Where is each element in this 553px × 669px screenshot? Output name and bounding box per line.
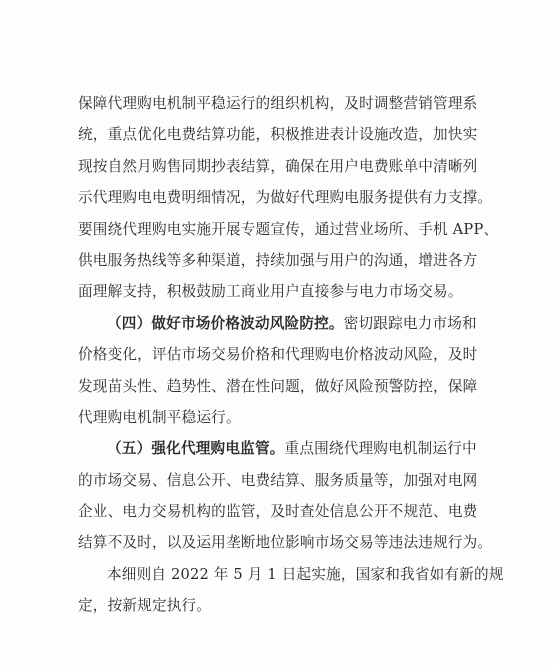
section-5-text: 重点围绕代理购电机制运行中 xyxy=(284,440,477,458)
text-line: 统，重点优化电费结算功能，积极推进表计设施改造，加快实 xyxy=(78,126,478,144)
text-line: 示代理购电电费明细情况，为做好代理购电服务提供有力支撑。 xyxy=(78,189,493,207)
text-line: 代理购电机制平稳运行。 xyxy=(78,408,241,426)
text-line: 现按自然月购售同期抄表结算，确保在用户电费账单中清晰列 xyxy=(78,157,478,175)
section-5-heading: （五）强化代理购电监管。 xyxy=(107,440,285,458)
section-4-first-line xyxy=(78,308,488,339)
text-line: 价格变化，评估市场交易价格和代理购电价格波动风险，及时 xyxy=(78,346,478,364)
text-line: 的市场交易、信息公开、电费结算、服务质量等，加强对电网 xyxy=(78,471,478,489)
text-line: 发现苗头性、趋势性、潜在性问题，做好风险预警防控，保障 xyxy=(78,377,478,395)
text-line: 保障代理购电机制平稳运行的组织机构，及时调整营销管理系 xyxy=(78,95,478,112)
text-line: 结算不及时，以及运用垄断地位影响市场交易等违法违规行为。 xyxy=(78,534,493,552)
text-line: 供电服务热线等多种渠道，持续加强与用户的沟通，增进各方 xyxy=(78,251,478,269)
document-body xyxy=(78,88,504,622)
closing-paragraph-line: 本细则自 2022 年 5 月 1 日起实施，国家和我省如有新的规 xyxy=(107,565,504,583)
text-line: 企业、电力交易机构的监管，及时查处信息公开不规范、电费 xyxy=(78,503,478,521)
closing-paragraph-line: 定，按新规定执行。 xyxy=(78,597,212,615)
text-line: 面理解支持，积极鼓励工商业用户直接参与电力市场交易。 xyxy=(78,283,463,301)
section-4-text: 密切跟踪电力市场和 xyxy=(343,314,477,332)
text-line: 要围绕代理购电实施开展专题宣传，通过营业场所、手机 APP、 xyxy=(78,220,499,238)
section-5-first-line xyxy=(78,433,488,464)
section-4-heading: （四）做好市场价格波动风险防控。 xyxy=(107,314,344,332)
